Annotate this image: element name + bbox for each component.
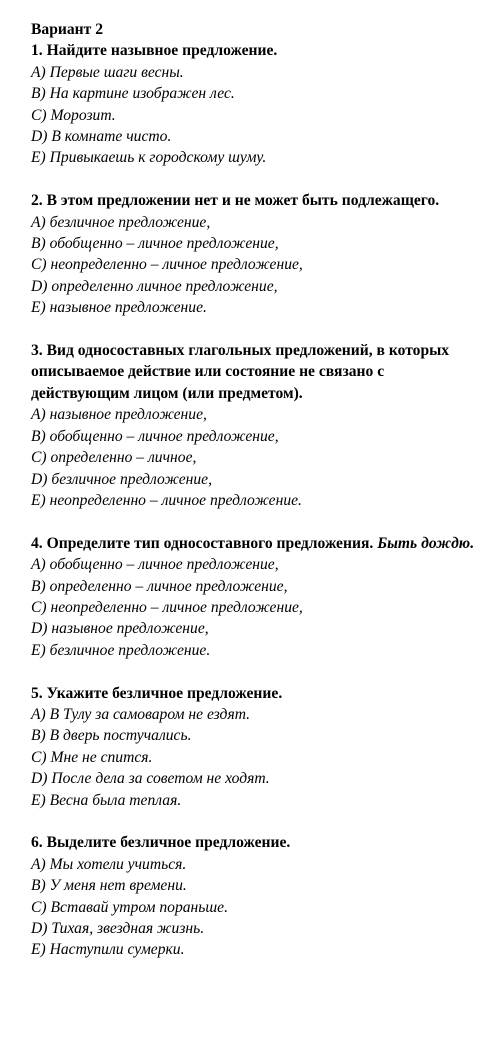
answer-option: A) Первые шаги весны. — [31, 63, 184, 81]
answer-option: A) обобщенно – личное предложение, — [31, 556, 279, 574]
question-line: 3. Вид односоставных глагольных предложений, в которых — [31, 342, 450, 360]
question-list — [31, 40, 500, 960]
test-document — [31, 19, 500, 961]
answer-option: D) безличное предложение, — [31, 470, 212, 488]
question-block — [31, 832, 500, 960]
answer-option: D) В комнате чисто. — [31, 128, 172, 146]
question-text — [31, 190, 500, 211]
answer-option: E) назывное предложение. — [31, 299, 207, 317]
answer-option: C) неопределенно – личное предложение, — [31, 256, 303, 274]
question-emphasis: Быть дождю. — [377, 534, 475, 552]
answer-option: A) В Тулу за самоваром не ездят. — [31, 705, 251, 723]
answer-option: D) После дела за советом не ходят. — [31, 770, 270, 788]
answer-option: E) Весна была теплая. — [31, 791, 182, 809]
answer-option: A) безличное предложение, — [31, 213, 211, 231]
question-line: 6. Выделите безличное предложение. — [31, 834, 291, 852]
answer-option: D) назывное предложение, — [31, 620, 209, 638]
question-line: 2. В этом предложении нет и не может быть подлежащего. — [31, 192, 440, 210]
answer-option: B) обобщенно – личное предложение, — [31, 235, 279, 253]
answer-option: B) У меня нет времени. — [31, 877, 187, 895]
question-block — [31, 683, 500, 811]
answer-option: A) назывное предложение, — [31, 406, 207, 424]
question-text — [31, 832, 500, 853]
question-block — [31, 340, 500, 511]
answer-option: C) определенно – личное, — [31, 449, 197, 467]
question-text — [31, 683, 500, 704]
answer-option: D) Тихая, звездная жизнь. — [31, 919, 205, 937]
answer-option: A) Мы хотели учиться. — [31, 855, 187, 873]
question-block — [31, 533, 500, 661]
answer-option: D) определенно личное предложение, — [31, 277, 278, 295]
answer-option: C) Вставай утром пораньше. — [31, 898, 228, 916]
answer-option: E) Привыкаешь к городскому шуму. — [31, 149, 267, 167]
answer-option: C) неопределенно – личное предложение, — [31, 598, 303, 616]
question-line: 1. Найдите назывное предложение. — [31, 42, 278, 60]
question-line: 4. Определите тип односоставного предложения. — [31, 534, 374, 552]
answer-option: E) безличное предложение. — [31, 641, 211, 659]
answer-option: B) В дверь постучались. — [31, 727, 192, 745]
answer-option: B) определенно – личное предложение, — [31, 577, 288, 595]
answer-option: C) Мне не спится. — [31, 748, 153, 766]
question-block — [31, 40, 500, 168]
answer-option: E) неопределенно – личное предложение. — [31, 491, 302, 509]
answer-option: E) Наступили сумерки. — [31, 941, 185, 959]
question-block — [31, 190, 500, 318]
answer-option: B) обобщенно – личное предложение, — [31, 427, 279, 445]
question-line: описываемое действие или состояние не связано с — [31, 363, 385, 381]
question-text — [31, 340, 500, 404]
question-text — [31, 40, 500, 61]
answer-option: C) Морозит. — [31, 106, 116, 124]
question-line: действующим лицом (или предметом). — [31, 384, 303, 402]
variant-title: Вариант 2 — [31, 21, 103, 38]
question-line: 5. Укажите безличное предложение. — [31, 684, 283, 702]
question-text — [31, 533, 500, 554]
answer-option: B) На картине изображен лес. — [31, 85, 235, 103]
